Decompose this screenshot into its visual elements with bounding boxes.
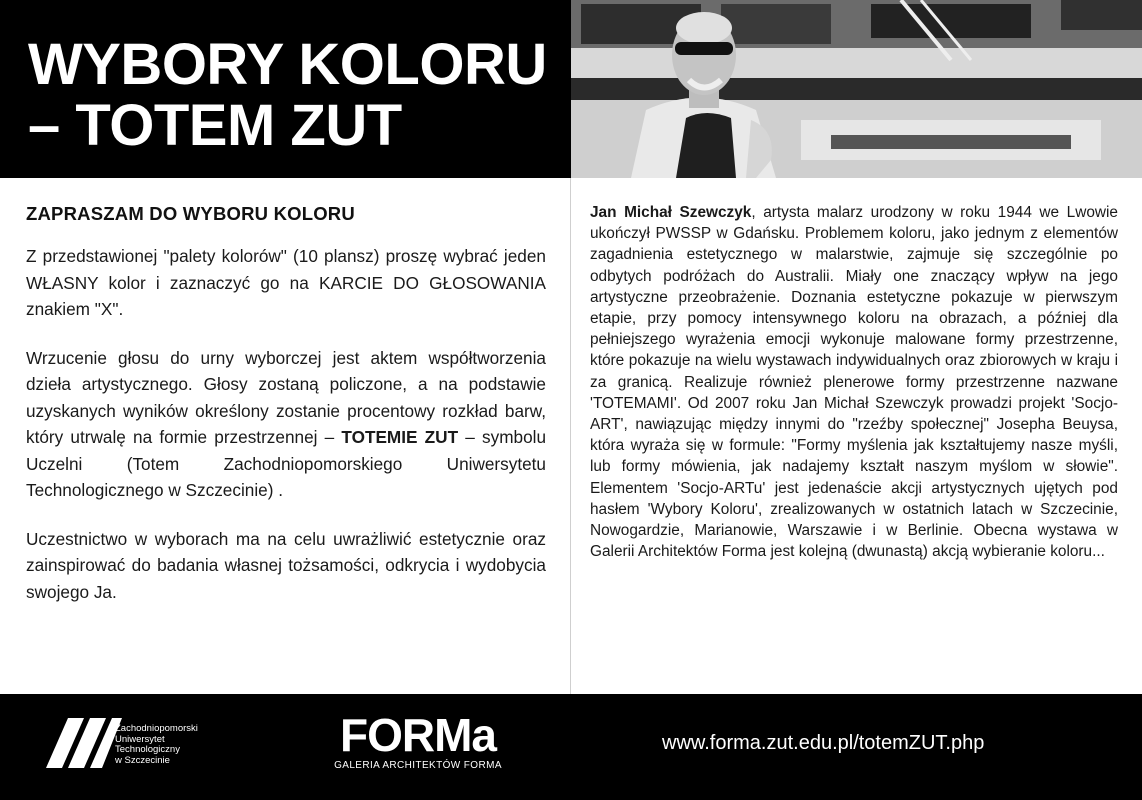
forma-logo bbox=[318, 709, 518, 771]
zut-line: Zachodniopomorski bbox=[115, 723, 198, 734]
invitation-heading: ZAPRASZAM DO WYBORU KOLORU bbox=[26, 203, 355, 224]
artist-bio-column bbox=[590, 202, 1118, 562]
forma-subtitle: GALERIA ARCHITEKTÓW FORMA bbox=[334, 760, 502, 771]
purpose-paragraph: Uczestnictwo w wyborach ma na celu uwrażliwić estetycznie oraz zainspirować do badania własnej tożsamości, odkrycia i wydobycia swojego Ja. bbox=[26, 528, 546, 602]
invitation-column bbox=[26, 203, 546, 627]
website-url[interactable]: www.forma.zut.edu.pl/totemZUT.php bbox=[662, 732, 985, 754]
artist-bio bbox=[590, 202, 1118, 562]
vote-text-end: – symbolu Uczelni (Totem Zachodniopomorskiego Uniwersytetu Technologicznego w Szczecinie) . bbox=[26, 427, 547, 500]
zut-line: Technologiczny bbox=[115, 744, 180, 755]
column-divider bbox=[570, 178, 571, 694]
instructions-paragraph: Z przedstawionej "palety kolorów" (10 plansz) proszę wybrać jeden WŁASNY kolor i zaznaczyć go na KARCIE DO GŁOSOWANIA znakiem "X". bbox=[26, 246, 546, 319]
totem-name: TOTEMIE ZUT bbox=[341, 427, 459, 447]
title-line-2: – TOTEM ZUT bbox=[28, 93, 402, 158]
zut-stripes-logo bbox=[46, 718, 126, 768]
zut-line: w Szczecinie bbox=[115, 754, 170, 766]
portrait-photo bbox=[571, 0, 1142, 178]
zut-line: Uniwersytet bbox=[115, 733, 165, 745]
vote-text-start: Wrzucenie głosu do urny wyborczej jest aktem współtworzenia dzieła artystycznego. Głosy zostaną policzone, a na podstawie uzyskanych wyników określony zostanie procentowy rozkład barw, który utrwalę na formie przestrzennej – bbox=[26, 347, 546, 447]
page-title bbox=[28, 34, 547, 156]
artist-name: Jan Michał Szewczyk bbox=[590, 204, 752, 221]
vote-paragraph bbox=[26, 345, 546, 504]
zut-name bbox=[115, 724, 198, 766]
artist-bio-text: , artysta malarz urodzony w roku 1944 we Lwowie ukończył PWSSP w Gdańsku. Problemem koloru, jako jednym z elementów zagadnienia estetycznego w malarstwie, zajmuje się szczególnie po odbytych podróżach do Australii. Miały one znaczący wpływ na jego artystyczne przeobrażenie. Doznania estetyczne pokazuje w pierwszym etapie, przy pomocy intensywnego koloru na obrazach, a później dla pełniejszego wyrażenia emocji wykonuje malowane formy przestrzenne, które pokazuje na wielu wystawach indywidualnych oraz zbiorowych w kraju i za granicą. Realizuje również plenerowe formy przestrzenne nazwane 'TOTEMAMI'. Od 2007 roku Jan Michał Szewczyk prowadzi projekt 'Socjo-ART', nawiązując między innymi do "rzeźby społecznej" Josepha Beuysa, która wyraża się w formule: "Formy myślenia jak kształtujemy nasze myśli, lub formy mówienia, jak nadajemy kształt naszym myślom w słowie". Elementem 'Socjo-ARTu' jest jedenaście akcji artystycznych ujętych pod hasłem 'Wybory Koloru', zrealizowanych w ostatnich latach w Szczecinie, Nowogardzie, Marianowie, Warszawie i w Berlinie. Obecna wystawa w Galerii Architektów Forma jest kolejną (dwunastą) akcją wybieranie koloru... bbox=[590, 204, 1118, 561]
footer-band bbox=[0, 694, 1142, 800]
title-banner bbox=[0, 0, 571, 178]
title-line-1: WYBORY KOLORU bbox=[28, 32, 547, 97]
forma-wordmark: FORMa bbox=[340, 709, 496, 761]
